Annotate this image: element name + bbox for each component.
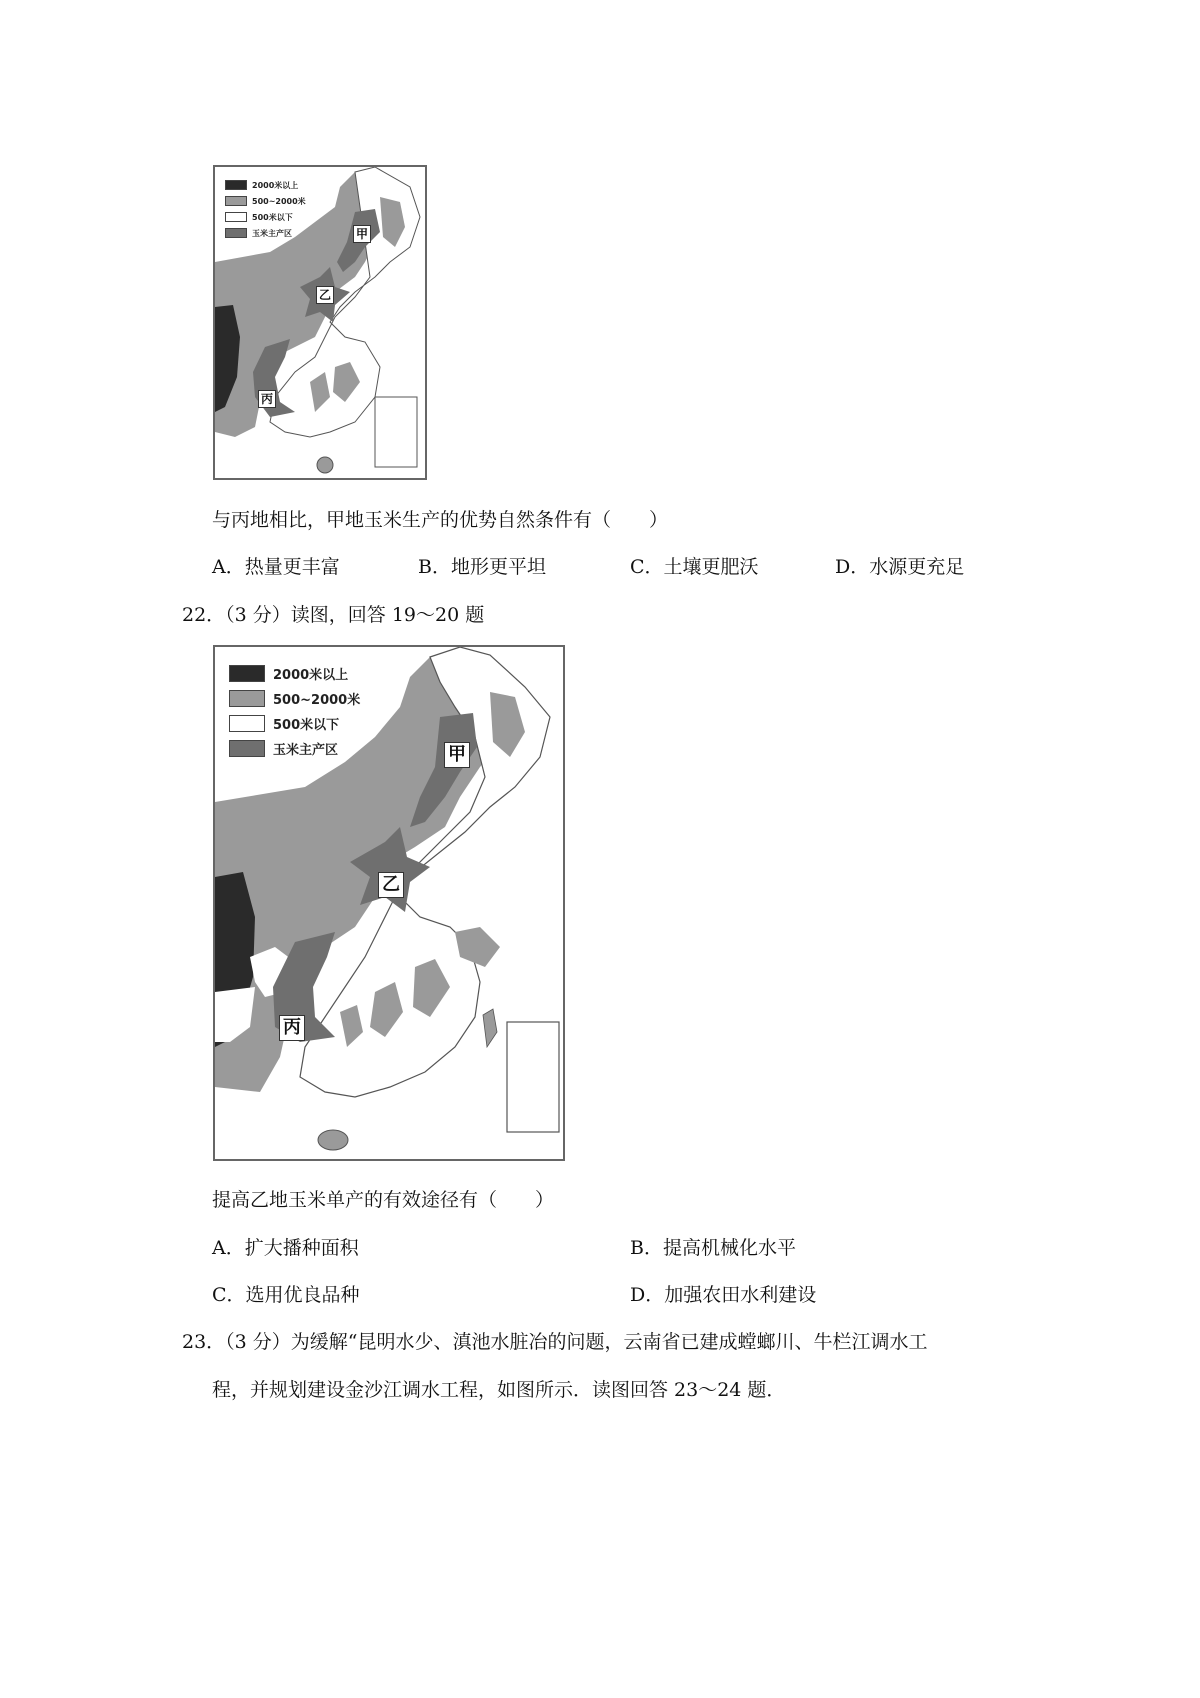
question-21-stem: 与丙地相比，甲地玉米生产的优势自然条件有（ ） xyxy=(212,509,669,531)
legend-label: 2000米以上 xyxy=(252,180,299,190)
legend-label: 500米以下 xyxy=(252,212,293,222)
legend-label: 玉米主产区 xyxy=(273,743,339,758)
legend-swatch xyxy=(225,228,247,238)
legend-swatch xyxy=(225,196,247,206)
legend-swatch xyxy=(225,180,247,190)
question-22-heading: 22．（3 分）读图，回答 19～20 题 xyxy=(182,604,485,626)
legend-swatch xyxy=(225,212,247,222)
map-label-bing: 丙 xyxy=(258,390,276,408)
map-label-yi: 乙 xyxy=(378,872,404,898)
map-label-bing: 丙 xyxy=(279,1015,305,1041)
question-21-option-d[interactable]: D．水源更充足 xyxy=(835,556,965,578)
map-legend xyxy=(225,177,306,241)
legend-item xyxy=(229,711,360,736)
map-label-jia: 甲 xyxy=(353,225,371,243)
legend-item xyxy=(225,225,306,241)
legend-item xyxy=(229,736,360,761)
question-23-line-1: 23．（3 分）为缓解“昆明水少、滇池水脏冶的问题，云南省已建成螳螂川、牛栏江调水工 xyxy=(182,1331,928,1353)
map-label-yi: 乙 xyxy=(316,286,334,304)
map-label-jia: 甲 xyxy=(444,742,470,768)
legend-label: 500米以下 xyxy=(273,718,340,733)
question-21-option-c[interactable]: C．土壤更肥沃 xyxy=(630,556,759,578)
legend-swatch xyxy=(229,740,265,757)
question-22-stem: 提高乙地玉米单产的有效途径有（ ） xyxy=(212,1189,555,1211)
corn-region-map-large xyxy=(213,645,565,1161)
corn-region-map-small xyxy=(213,165,427,480)
legend-item xyxy=(225,209,306,225)
question-22-option-b[interactable]: B．提高机械化水平 xyxy=(630,1237,796,1259)
legend-swatch xyxy=(229,715,265,732)
legend-item xyxy=(229,661,360,686)
map-legend xyxy=(229,661,360,761)
question-21-option-b[interactable]: B．地形更平坦 xyxy=(418,556,546,578)
legend-swatch xyxy=(229,665,265,682)
legend-item xyxy=(225,177,306,193)
question-23-line-2: 程，并规划建设金沙江调水工程，如图所示．读图回答 23～24 题． xyxy=(212,1379,786,1401)
question-21-option-a[interactable]: A．热量更丰富 xyxy=(212,556,340,578)
legend-item xyxy=(225,193,306,209)
legend-label: 2000米以上 xyxy=(273,668,349,683)
legend-label: 玉米主产区 xyxy=(252,228,292,238)
legend-label: 500~2000米 xyxy=(273,693,361,708)
question-22-option-c[interactable]: C．选用优良品种 xyxy=(212,1284,360,1306)
question-22-option-d[interactable]: D．加强农田水利建设 xyxy=(630,1284,817,1306)
legend-item xyxy=(229,686,360,711)
question-22-option-a[interactable]: A．扩大播种面积 xyxy=(212,1237,359,1259)
legend-label: 500~2000米 xyxy=(252,196,306,206)
legend-swatch xyxy=(229,690,265,707)
